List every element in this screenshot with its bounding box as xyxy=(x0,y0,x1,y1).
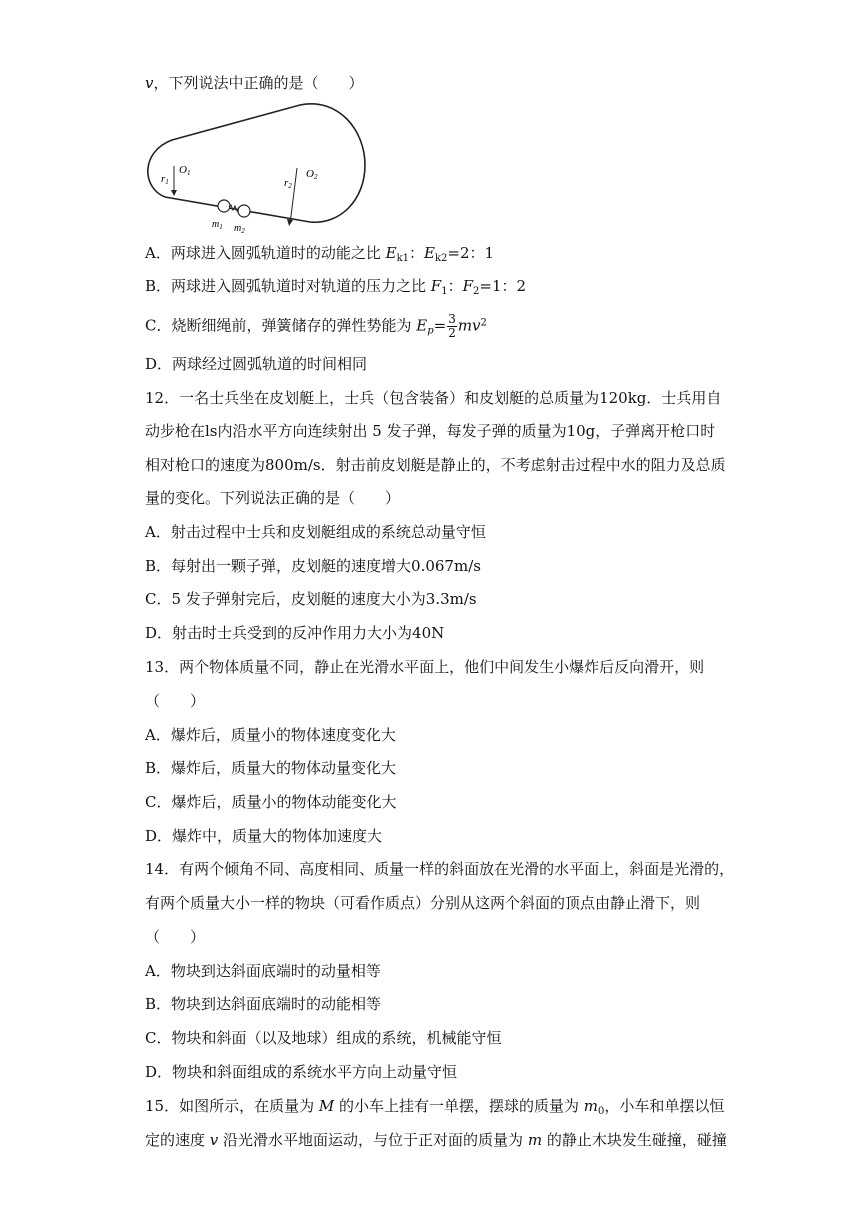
q12-option-b: B．每射出一颗子弹，皮划艇的速度增大0.067m/s xyxy=(145,557,481,575)
fraction-three-halves: $\frac{3}{2}$ xyxy=(448,312,456,340)
q14-line-2: 有两个质量大小一样的物块（可看作质点）分别从这两个斜面的顶点由静止滑下，则 xyxy=(145,894,701,912)
q15-line-2: 定的速度 v 沿光滑水平地面运动，与位于正对面的质量为 m 的静止木块发生碰撞，碰撞 xyxy=(145,1131,727,1149)
q12-line-2: 动步枪在ls内沿水平方向连续射出 5 发子弹，每发子弹的质量为10g，子弹离开枪口时 xyxy=(145,422,716,440)
q11-option-d: D．两球经过圆弧轨道的时间相同 xyxy=(145,355,368,373)
radius-r1-arrow xyxy=(171,190,177,196)
m2-label: $m_2$ xyxy=(234,223,245,235)
ball-m1 xyxy=(218,200,230,212)
o1-label: O1 xyxy=(179,164,191,177)
q12-option-c: C．5 发子弹射完后，皮划艇的速度大小为3.3m/s xyxy=(145,590,477,608)
track-figure xyxy=(140,100,370,235)
q11-option-c: C．烧断细绳前，弹簧储存的弹性势能为 $E_p=$ $\frac{3}{2}$ $mv^2$ xyxy=(145,312,487,340)
r1-label: r1 xyxy=(161,173,169,186)
q11-option-b: B．两球进入圆弧轨道时对轨道的压力之比 $F_1$：$F_2=1$：2 xyxy=(145,277,527,297)
q13-option-d: D．爆炸中，质量大的物体加速度大 xyxy=(145,827,383,845)
r2-label: r2 xyxy=(284,177,292,190)
q14-option-c: C．物块和斜面（以及地球）组成的系统，机械能守恒 xyxy=(145,1029,502,1047)
q14-line-3: （ ） xyxy=(145,928,206,946)
q12-option-d: D．射击时士兵受到的反冲作用力大小为40N xyxy=(145,624,445,642)
q12-line-3: 相对枪口的速度为800m/s．射击前皮划艇是静止的，不考虑射击过程中水的阻力及总质 xyxy=(145,456,726,474)
ball-m2 xyxy=(238,205,250,217)
q13-option-a: A．爆炸后，质量小的物体速度变化大 xyxy=(145,726,396,744)
q12-line-1: 12．一名士兵坐在皮划艇上，士兵（包含装备）和皮划艇的总质量为120kg．士兵用自 xyxy=(145,389,722,407)
q11-option-a: A．两球进入圆弧轨道时的动能之比 $E_{k1}$：$E_{k2}=2$：1 xyxy=(145,244,495,264)
o2-label: O2 xyxy=(306,168,318,181)
q14-option-d: D．物块和斜面组成的系统水平方向上动量守恒 xyxy=(145,1063,458,1081)
q14-line-1: 14．有两个倾角不同、高度相同、质量一样的斜面放在光滑的水平面上，斜面是光滑的， xyxy=(145,860,735,878)
q12-line-4: 量的变化。下列说法正确的是（ ） xyxy=(145,489,401,507)
q13-option-b: B．爆炸后，质量大的物体动量变化大 xyxy=(145,759,397,777)
question-11-stem-tail: v，下列说法中正确的是（ ） xyxy=(145,74,364,92)
radius-r2-arrow xyxy=(287,219,293,226)
q13-line-1: 13．两个物体质量不同，静止在光滑水平面上，他们中间发生小爆炸后反向滑开，则 xyxy=(145,658,705,676)
q14-option-a: A．物块到达斜面底端时的动量相等 xyxy=(145,962,381,980)
q13-line-2: （ ） xyxy=(145,692,206,710)
q12-option-a: A．射击过程中士兵和皮划艇组成的系统总动量守恒 xyxy=(145,523,486,541)
q15-line-1: 15．如图所示，在质量为 M 的小车上挂有一单摆，摆球的质量为 $m_0$，小车和单摆以恒 xyxy=(145,1097,725,1117)
q14-option-b: B．物块到达斜面底端时的动能相等 xyxy=(145,995,382,1013)
radius-r2-line xyxy=(290,168,297,224)
q13-option-c: C．爆炸后，质量小的物体动能变化大 xyxy=(145,793,397,811)
m1-label: $m_1$ xyxy=(212,219,223,231)
